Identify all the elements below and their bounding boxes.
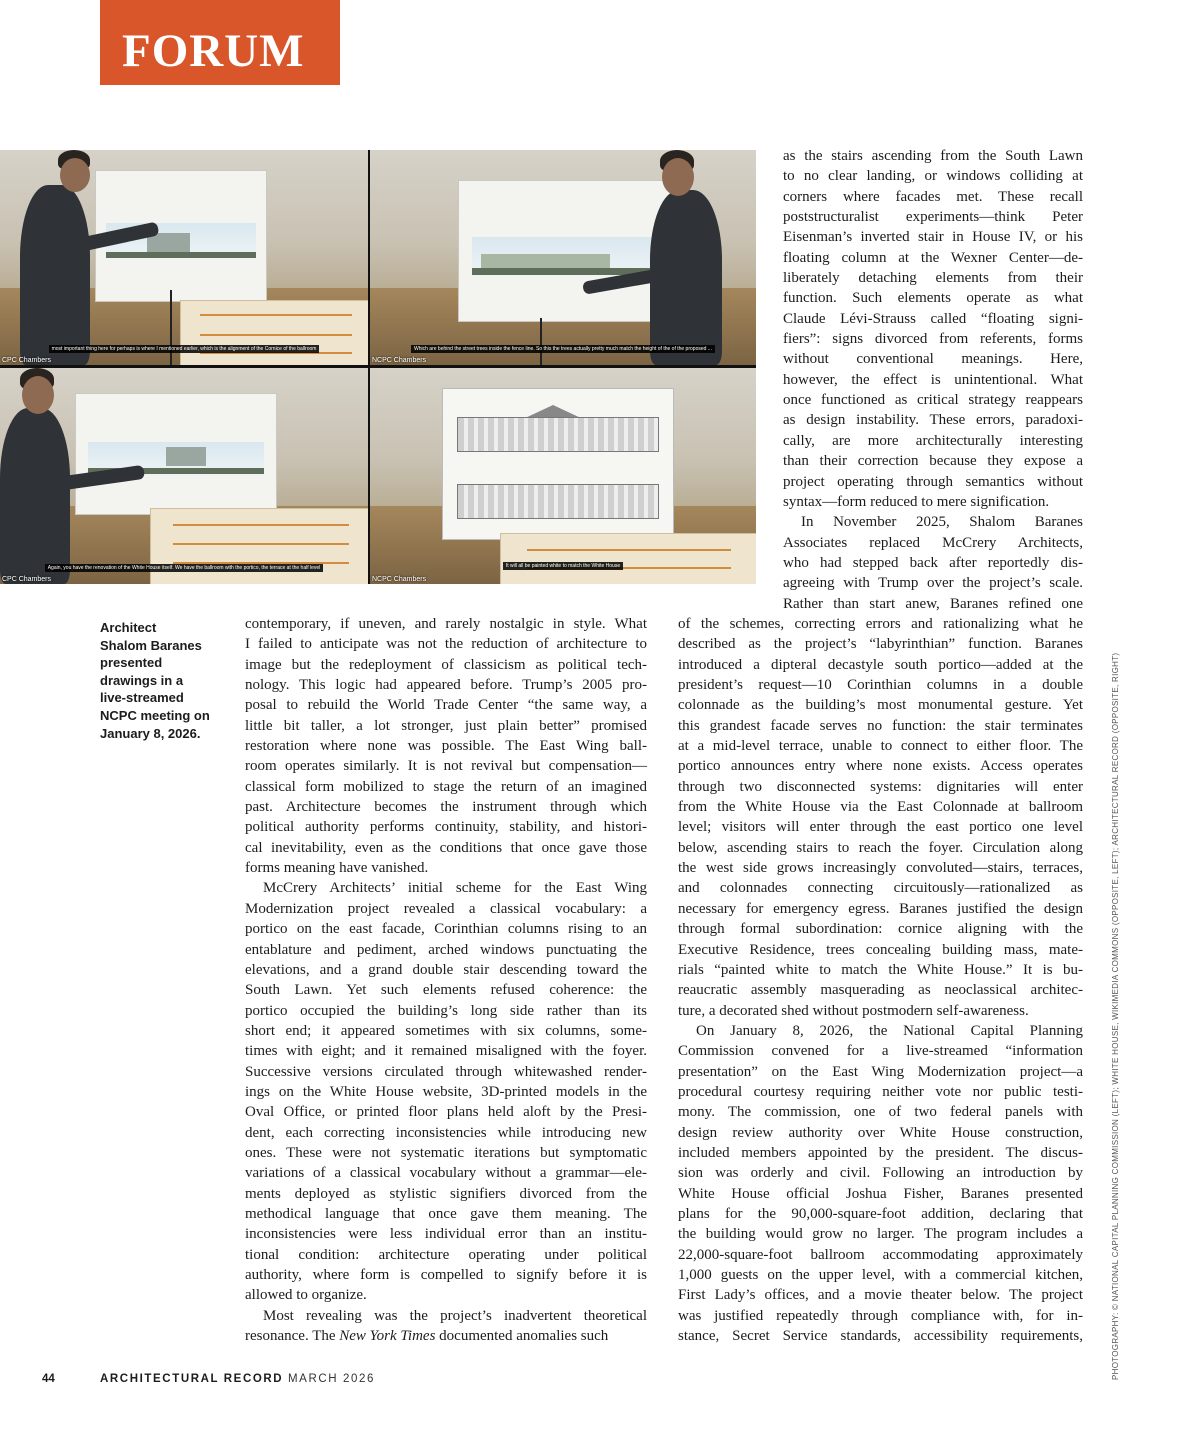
text-line: classical form mobilized to stage the return of an imagined: [245, 778, 647, 795]
text-line: fiers”: signs divorced from referents, forms: [783, 331, 1083, 348]
text-line: Claude Lévi-Strauss called “floating signi-: [783, 310, 1083, 327]
text-line: president’s request—10 Corinthian columns in a double: [678, 677, 1083, 694]
text-line: South Lawn. Yet such elements refused coherence: the: [245, 982, 647, 999]
text-line: image but the redeployment of classicism as political tech-: [245, 656, 647, 673]
text-line: contemporary, if uneven, and rarely nostalgic in style. What: [245, 616, 647, 632]
text-line: design review authority over White House construction,: [678, 1124, 1083, 1141]
text-line: cally, are more architecturally interesting: [783, 432, 1083, 449]
article-column-right-bottom: [678, 614, 1083, 1346]
text-line: 1,000 guests on the upper level, with a commercial kitchen,: [678, 1267, 1083, 1283]
text-line: posal to rebuild the World Trade Center “the same way, a: [245, 697, 647, 714]
text-line: Rather than start anew, Baranes refined one: [783, 595, 1083, 612]
text-line: mony. The commission, one of two federal panels with: [678, 1104, 1083, 1121]
text-line: On January 8, 2026, the National Capital Planning: [696, 1022, 1083, 1039]
text-line: [245, 1326, 647, 1346]
caption-line: Shalom Baranes: [100, 637, 202, 653]
video-label: CPC Chambers: [2, 357, 52, 364]
text-line: this grandest facade serves no function: the stair terminates: [678, 717, 1083, 734]
text-line: nology. This logic had appeared before. Trump’s 2005 pro-: [245, 677, 647, 694]
text-line: authority, where form is compelled to signify before it is: [245, 1267, 647, 1283]
video-caption: most important thing here for perhaps is where I mentioned earlier, which is the alignment of the Cornice of the ballroom: [49, 345, 320, 353]
text-line: from the White House via the East Colonnade at ballroom: [678, 799, 1083, 816]
text-line: restoration where none was possible. The East Wing ball-: [245, 738, 647, 755]
meeting-screenshot-grid: [0, 150, 756, 584]
video-label: NCPC Chambers: [372, 357, 427, 364]
text-line: room operates similarly. It is not revival but compensation—: [245, 758, 647, 775]
text-line: rials “painted white to match the White House.” It is bu-: [678, 961, 1083, 978]
text-line: methodical language that once gave them meaning. The: [245, 1205, 647, 1222]
text-line: ture, a decorated shed without postmodern self-awareness.: [678, 1002, 1029, 1019]
text-line: colonnade as the building’s most monumental gesture. Yet: [678, 697, 1083, 714]
text-line: elevations, and a grand double stair descending toward the: [245, 961, 647, 978]
text-line: presentation” on the East Wing Modernization project—a: [678, 1063, 1083, 1080]
text-line: White House official Joshua Fisher, Baranes presented: [678, 1185, 1083, 1202]
text-line: once functioned as critical strategy reappears: [783, 392, 1083, 409]
text-run: resonance. The: [245, 1328, 340, 1345]
magazine-name: ARCHITECTURAL RECORD: [100, 1373, 284, 1385]
text-line: variations of a classical vocabulary without a grammar—ele-: [245, 1165, 647, 1182]
text-line: of the schemes, correcting errors and rationalizing what he: [678, 616, 1083, 632]
text-line: McCrery Architects’ initial scheme for the East Wing: [263, 880, 647, 897]
video-caption: Again, you have the renovation of the White House itself. We have the ballroom with the portico, the terrace at the half level: [45, 564, 324, 572]
text-line: the west side grows increasingly convoluted—stairs, terraces,: [678, 860, 1083, 877]
text-line: plans for the 90,000-square-foot addition, declaring that: [678, 1205, 1083, 1222]
text-line: and colonnades connecting circuitously—rationalized as: [678, 880, 1083, 897]
photo-credit: PHOTOGRAPHY: © NATIONAL CAPITAL PLANNING COMMISSION (LEFT); WHITE HOUSE, WIKIMEDIA COMMONS (OPPOSITE, LEFT); ARCHITECTURAL RECORD (OPPOSITE, RIGHT): [1111, 652, 1120, 1380]
text-line: the building would grow no larger. The program includes a: [678, 1226, 1083, 1243]
text-line: Successive versions circulated through whitewashed render-: [245, 1063, 647, 1080]
text-line: to no clear landing, or windows colliding at: [783, 168, 1083, 185]
text-line: tional condition: architecture operating under political: [245, 1246, 647, 1263]
text-line: inconsistencies were less individual error than an institu-: [245, 1226, 647, 1243]
section-banner: [100, 0, 340, 85]
text-line: ones. These were not systematic iterations but symptomatic: [245, 1144, 647, 1161]
caption-line: live-streamed: [100, 690, 184, 706]
video-caption: Which are behind the street trees inside the fence line. So this the trees actually pretty much match the height of the of the proposed ...: [411, 345, 715, 353]
text-line: liberately detaching elements from their: [783, 270, 1083, 287]
text-line: portico on the east facade, Corinthian columns rising to an: [245, 921, 647, 938]
text-line: short end; it appeared sometimes with six columns, some-: [245, 1022, 647, 1039]
text-line: ings on the White House website, 3D-printed models in the: [245, 1083, 647, 1100]
text-line: syntax—form reduced to mere signification.: [783, 493, 1050, 510]
text-line: corners where facades met. These recall: [783, 188, 1083, 205]
video-panel-3: [0, 368, 368, 584]
text-line: through two disconnected systems: dignitaries will enter: [678, 778, 1083, 795]
text-line: Modernization project revealed a classical vocabulary: a: [245, 900, 647, 917]
video-panel-1: [0, 150, 368, 365]
page-number: 44: [42, 1373, 55, 1385]
text-line: dent, each correcting inconsistencies while introducing new: [245, 1124, 647, 1141]
caption-line: Architect: [100, 620, 157, 635]
text-line: allowed to organize.: [245, 1287, 367, 1304]
text-line: sion was orderly and civil. Following an introduction by: [678, 1165, 1083, 1182]
caption-line: NCPC meeting on: [100, 707, 210, 723]
text-line: function. Such elements operate as what: [783, 290, 1083, 307]
text-line: stance, Secret Service standards, accessibility requirements,: [678, 1328, 1083, 1345]
text-line: Associates replaced McCrery Architects,: [783, 534, 1083, 551]
text-line: Eisenman’s inverted stair in House IV, or his: [783, 229, 1083, 246]
text-line: described as the project’s “labyrinthian” function. Baranes: [678, 636, 1083, 653]
text-line: little bit taller, a lot stronger, just plain better” promised: [245, 717, 647, 734]
caption-line: drawings in a: [100, 672, 184, 688]
text-line: reaucratic assembly masquerading as neoclassical architec-: [678, 982, 1083, 999]
text-line: agreeing with Trump over the project’s scale.: [783, 575, 1083, 592]
text-line: cal inevitability, even as the conditions that once gave those: [245, 839, 647, 856]
video-panel-2: [370, 150, 756, 365]
text-line: through formal subordination: cornice aligning with the: [678, 921, 1083, 938]
text-line: introduced a dipteral decastyle south portico—added at the: [678, 656, 1083, 673]
text-run: documented anomalies such: [435, 1328, 609, 1345]
text-line: 22,000-square-foot ballroom accommodating approximately: [678, 1246, 1083, 1263]
issue-date: MARCH 2026: [288, 1373, 375, 1385]
page-footer: [42, 1373, 375, 1385]
text-line: was justified repeatedly through compliance with, for in-: [678, 1307, 1083, 1324]
article-column-right-top: [783, 146, 1083, 614]
text-line: level; visitors will enter through the east portico one level: [678, 819, 1083, 836]
text-line: entablature and pediment, arched windows punctuating the: [245, 941, 647, 958]
text-line: project operating through semantics without: [783, 473, 1083, 490]
text-line: portico occupied the building’s long side rather than its: [245, 1002, 647, 1019]
article-column-left: [245, 614, 647, 1346]
text-line: First Lady’s offices, and a movie theater below. The project: [678, 1287, 1083, 1304]
text-line: poststructuralist experiments—think Peter: [783, 209, 1083, 226]
text-line: Commission convened for a live-streamed “information: [678, 1043, 1083, 1060]
text-line: at a mid-level terrace, unable to connect to either floor. The: [678, 738, 1083, 755]
text-line: below, ascending stairs to reach the foyer. Circulation along: [678, 839, 1083, 856]
text-line: forms meaning have vanished.: [245, 860, 429, 877]
publication-title: New York Times: [339, 1328, 436, 1345]
section-title: FORUM: [122, 25, 305, 77]
text-line: Executive Residence, trees concealing building mass, mate-: [678, 941, 1083, 958]
text-line: Most revealing was the project’s inadvertent theoretical: [263, 1307, 647, 1324]
video-label: NCPC Chambers: [372, 576, 427, 583]
text-line: political authority performs continuity, stability, and histori-: [245, 819, 647, 836]
caption-line: January 8, 2026.: [100, 725, 201, 741]
text-line: who had stepped back after reportedly dis-: [783, 554, 1083, 571]
caption-line: presented: [100, 655, 163, 671]
text-line: times with eight; and it remained misaligned with the foyer.: [245, 1043, 647, 1060]
text-line: than their correction because they expose a: [783, 453, 1083, 470]
video-panel-4: [370, 368, 756, 584]
text-line: necessary for emergency egress. Baranes justified the design: [678, 900, 1083, 917]
text-line: past. Architecture becomes the instrument through which: [245, 799, 647, 816]
text-line: I failed to anticipate was not the reduction of architecture to: [245, 636, 647, 653]
text-line: In November 2025, Shalom Baranes: [801, 514, 1083, 531]
figure-caption: [100, 619, 225, 742]
text-line: however, the effect is unintentional. What: [783, 371, 1083, 388]
video-caption: It will all be painted white to match the White House: [503, 562, 623, 570]
text-line: Oval Office, or printed floor plans held aloft by the Presi-: [245, 1104, 647, 1121]
text-line: as the stairs ascending from the South Lawn: [783, 148, 1083, 164]
text-line: portico announces entry where none exists. Access operates: [678, 758, 1083, 775]
video-label: CPC Chambers: [2, 576, 52, 583]
text-line: procedural courtesy requiring neither vote nor public testi-: [678, 1083, 1083, 1100]
text-line: included members appointed by the president. The discus-: [678, 1144, 1083, 1161]
text-line: ments deployed as stylistic signifiers divorced from the: [245, 1185, 647, 1202]
text-line: floating column at the Wexner Center—de-: [783, 249, 1083, 266]
text-line: as design instability. These errors, paradoxi-: [783, 412, 1083, 429]
text-line: without conventional meanings. Here,: [783, 351, 1083, 368]
